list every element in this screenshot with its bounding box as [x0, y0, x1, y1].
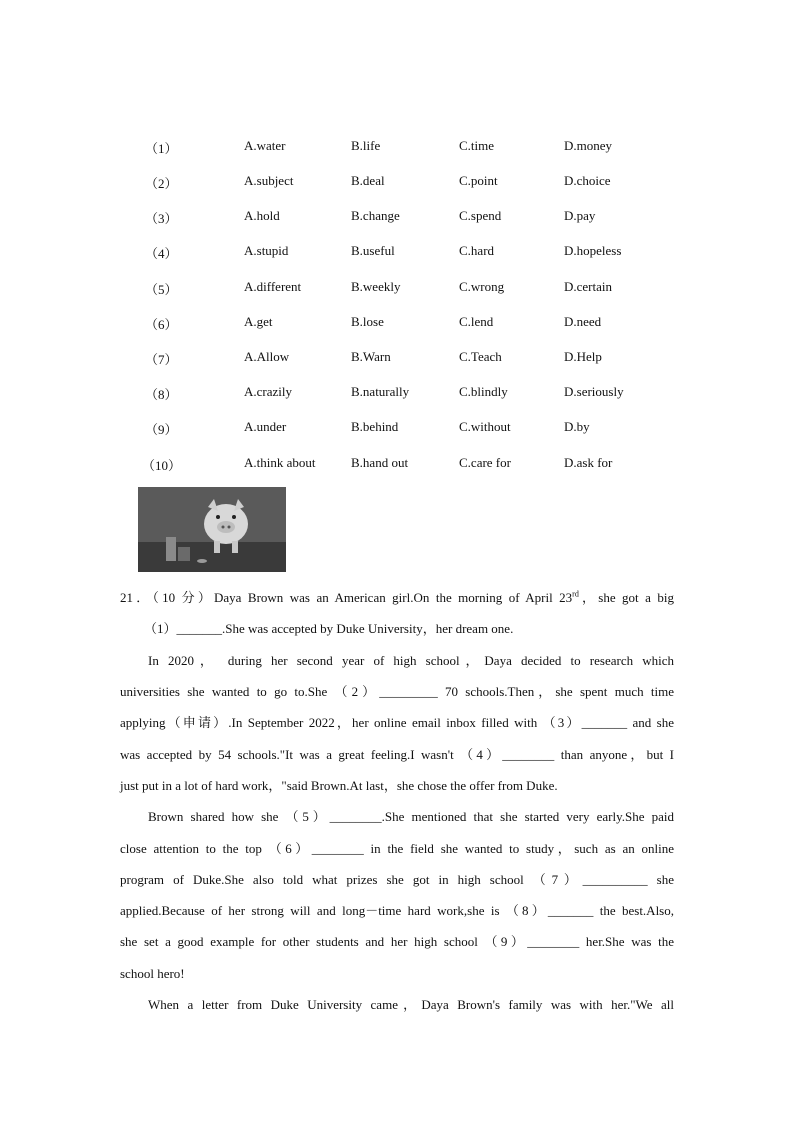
option-d: D.need — [564, 314, 602, 329]
passage-line-12: she set a good example for other students and her high school （9）________ her.She was the — [120, 934, 674, 949]
option-b: B.useful — [351, 243, 395, 258]
passage-line-13: school hero! — [120, 966, 185, 981]
question-number: （7） — [145, 352, 178, 367]
question-number: （10） — [142, 458, 182, 473]
option-d: D.certain — [564, 279, 613, 294]
option-d: D.ask for — [564, 455, 613, 470]
option-c: C.spend — [459, 208, 502, 223]
ordinal-suffix: rd — [572, 589, 579, 599]
option-b: B.naturally — [351, 384, 410, 399]
question-number: （9） — [145, 422, 178, 437]
option-b: B.lose — [351, 314, 384, 329]
piggy-bank-illustration — [138, 487, 286, 572]
option-b: B.weekly — [351, 279, 401, 294]
option-row-6 — [0, 314, 794, 334]
question-number: （6） — [145, 317, 178, 332]
option-d: D.pay — [564, 208, 596, 223]
option-a: A.subject — [244, 173, 294, 188]
question-number: （2） — [145, 176, 178, 191]
option-b: B.Warn — [351, 349, 391, 364]
passage-line-11: applied.Because of her strong will and long－time hard work,she is （8）_______ the best.Also, — [120, 903, 674, 918]
option-row-1 — [0, 138, 794, 158]
question-number: （3） — [145, 211, 178, 226]
option-a: A.different — [244, 279, 302, 294]
option-c: C.lend — [459, 314, 494, 329]
option-a: A.under — [244, 419, 287, 434]
option-row-2 — [0, 173, 794, 193]
passage-line-2: （1）_______.She was accepted by Duke University，her dream one. — [144, 621, 514, 636]
passage-line-10: program of Duke.She also told what prizes she got in high school （7）__________ she — [120, 872, 674, 887]
option-c: C.point — [459, 173, 498, 188]
passage-line-5: applying（申请）.In September 2022，her online email inbox filled with （3）_______ and she — [120, 715, 674, 730]
question-number: （4） — [145, 246, 178, 261]
option-b: B.life — [351, 138, 381, 153]
option-row-10 — [0, 455, 794, 475]
passage-line-6: was accepted by 54 schools."It was a great feeling.I wasn't （4）________ than anyone，but I — [120, 747, 674, 762]
option-b: B.deal — [351, 173, 385, 188]
passage-line-1 — [120, 588, 674, 608]
passage-line-8: Brown shared how she （5）________.She mentioned that she started very early.She paid — [148, 809, 674, 824]
option-d: D.by — [564, 419, 590, 434]
option-a: A.crazily — [244, 384, 293, 399]
passage-text: 21．（10 分）Daya Brown was an American girl.On the morning of April 23 — [120, 590, 573, 605]
option-b: B.change — [351, 208, 400, 223]
question-number: （5） — [145, 282, 178, 297]
option-d: D.hopeless — [564, 243, 622, 258]
passage-line-14: When a letter from Duke University came，Daya Brown's family was with her."We all — [148, 997, 674, 1012]
option-c: C.Teach — [459, 349, 502, 364]
option-b: B.hand out — [351, 455, 409, 470]
option-c: C.time — [459, 138, 495, 153]
option-a: A.water — [244, 138, 286, 153]
question-number: （1） — [145, 141, 178, 156]
option-row-3 — [0, 208, 794, 228]
option-c: C.hard — [459, 243, 495, 258]
option-row-8 — [0, 384, 794, 404]
option-a: A.stupid — [244, 243, 289, 258]
passage-line-9: close attention to the top （6）________ in the field she wanted to study，such as an online — [120, 841, 674, 856]
piggy-bank-photo — [138, 487, 286, 572]
option-a: A.think about — [244, 455, 316, 470]
passage-line-4: universities she wanted to go to.She （2）_________ 70 schools.Then，she spent much time — [120, 684, 674, 699]
passage-line-3: In 2020， during her second year of high school，Daya decided to research which — [148, 653, 674, 668]
option-b: B.behind — [351, 419, 399, 434]
option-a: A.Allow — [244, 349, 290, 364]
option-row-9 — [0, 419, 794, 439]
option-c: C.without — [459, 419, 511, 434]
option-row-4 — [0, 243, 794, 263]
option-row-7 — [0, 349, 794, 369]
option-c: C.blindly — [459, 384, 508, 399]
option-d: D.choice — [564, 173, 611, 188]
option-c: C.wrong — [459, 279, 505, 294]
option-d: D.Help — [564, 349, 602, 364]
option-c: C.care for — [459, 455, 511, 470]
passage-line-7: just put in a lot of hard work，"said Brown.At last，she chose the offer from Duke. — [120, 778, 558, 793]
option-d: D.money — [564, 138, 613, 153]
passage-text: ，she got a big — [578, 590, 674, 605]
option-row-5 — [0, 279, 794, 299]
option-a: A.hold — [244, 208, 280, 223]
question-number: （8） — [145, 387, 178, 402]
option-a: A.get — [244, 314, 273, 329]
option-d: D.seriously — [564, 384, 624, 399]
